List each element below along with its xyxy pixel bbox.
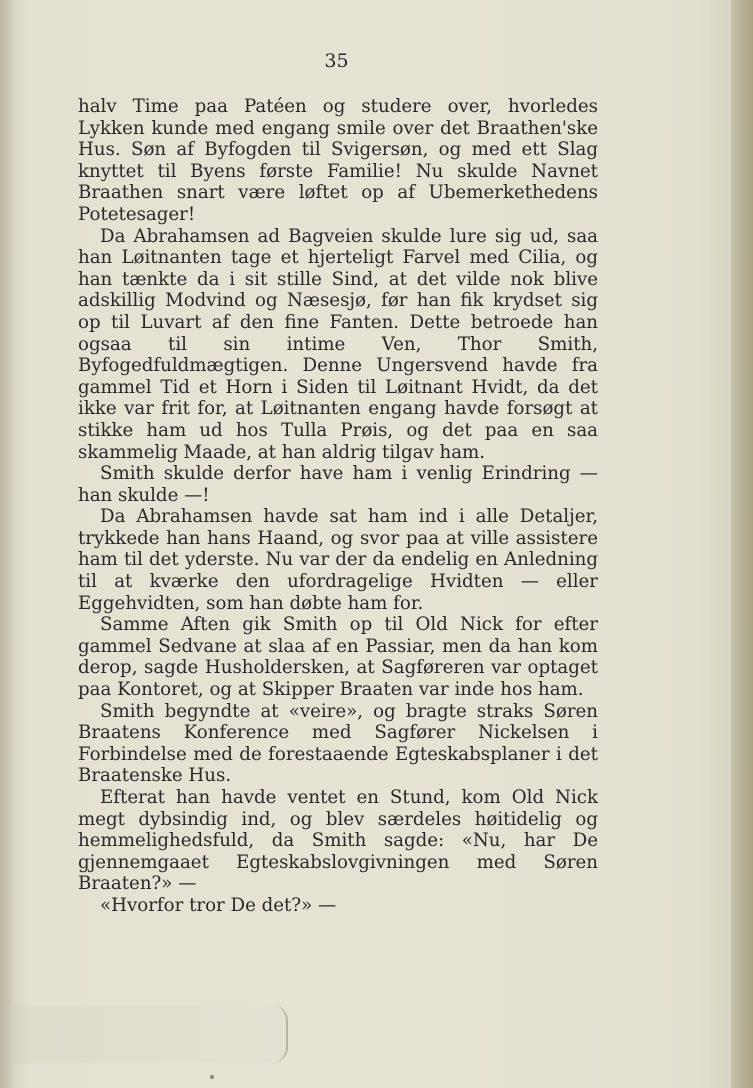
paragraph: Smith begyndte at «veire», og bragte straks Søren Braatens Konference med Sagfører Nickelsen i Forbindelse med de forestaaende Egteskabsplaner i det Braatenske Hus.: [78, 700, 598, 787]
paragraph: Smith skulde derfor have ham i venlig Erindring — han skulde —!: [78, 463, 598, 506]
page-edge-shadow: [0, 0, 16, 1088]
paper-speck: [210, 1075, 214, 1079]
paragraph: Da Abrahamsen ad Bagveien skulde lure sig ud, saa han Løitnanten tage et hjerteligt Farvel med Cilia, og han tænkte da i sit stille Sind, at det vilde nok blive adskillig Modvind og Næsesjø, før han fik krydset sig op til Luvart af den fine Fanten. Dette betroede han ogsaa til sin intime Ven, Thor Smith, Byfogedfuldmægtigen. Denne Ungersvend havde fra gammel Tid et Horn i Siden til Løitnant Hvidt, da det ikke var frit for, at Løitnanten engang havde forsøgt at stikke ham ud hos Tulla Prøis, og det paa en saa skammelig Maade, at han aldrig tilgav ham.: [78, 225, 598, 463]
library-stamp-mark: [14, 1005, 288, 1063]
page-number: 35: [324, 50, 349, 72]
paragraph: Da Abrahamsen havde sat ham ind i alle Detaljer, trykkede han hans Haand, og svor paa at ville assistere ham til det yderste. Nu var der da endelig en Anledning til at kværke den ufordragelige Hvidten — eller Eggehvidten, som han døbte ham for.: [78, 506, 598, 614]
paragraph: halv Time paa Patéen og studere over, hvorledes Lykken kunde med engang smile over det Braathen'ske Hus. Søn af Byfogden til Svigersøn, og med ett Slag knyttet til Byens første Familie! Nu skulde Navnet Braathen snart være løftet op af Ubemerkethedens Potetesager!: [78, 96, 598, 225]
paragraph: «Hvorfor tror De det?» —: [100, 894, 337, 916]
book-gutter: [731, 0, 753, 1088]
paragraph: Samme Aften gik Smith op til Old Nick for efter gammel Sedvane at slaa af en Passiar, men da han kom derop, sagde Husholdersken, at Sagføreren var optaget paa Kontoret, og at Skipper Braaten var inde hos ham.: [78, 614, 598, 701]
paragraph: Efterat han havde ventet en Stund, kom Old Nick megt dybsindig ind, og blev særdeles høitidelig og hemmelighedsfuld, da Smith sagde: «Nu, har De gjennemgaaet Egteskabslovgivningen med Søren Braaten?» —: [78, 787, 598, 895]
page-text: [78, 96, 598, 917]
